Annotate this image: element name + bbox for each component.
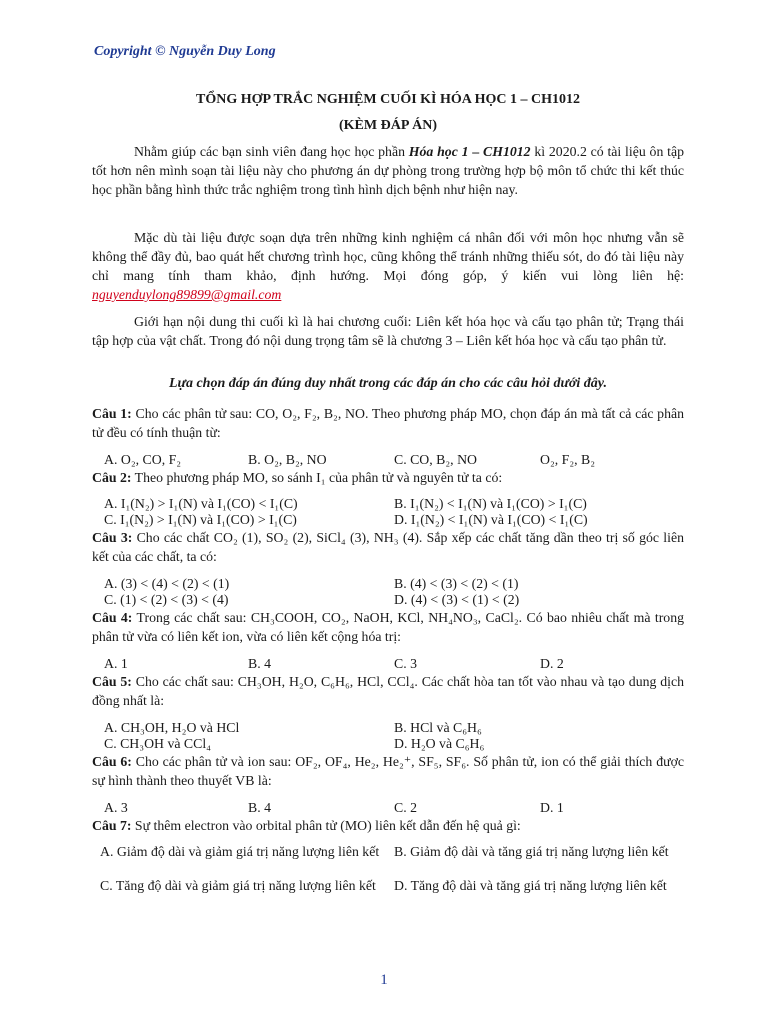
question-7 [92, 816, 684, 835]
option-b[interactable]: B. (4) < (3) < (2) < (1) [394, 576, 519, 591]
intro-paragraph-1 [92, 142, 684, 199]
option-b[interactable]: B. O₂, B₂, NO [248, 452, 327, 467]
question-4 [92, 608, 684, 646]
option-d[interactable]: D. H₂O và C₆H₆ [394, 736, 485, 751]
question-label: Câu 1: [92, 406, 132, 421]
option-c[interactable]: C. CH₃OH và CCl₄ [104, 736, 211, 751]
option-d[interactable]: O₂, F₂, B₂ [540, 452, 596, 467]
option-a[interactable]: A. I₁(N₂) > I₁(N) và I₁(CO) < I₁(C) [104, 496, 298, 511]
option-c[interactable]: C. 3 [394, 656, 417, 671]
option-a[interactable]: A. CH₃OH, H₂O và HCl [104, 720, 240, 735]
document-subtitle: (KÈM ĐÁP ÁN) [339, 118, 437, 133]
question-label: Câu 3: [92, 530, 133, 545]
option-d[interactable]: D. 1 [540, 800, 564, 815]
question-text: Trong các chất sau: CH₃COOH, CO₂, NaOH, KCl, NH₄NO₃, CaCl₂. Có bao nhiêu chất mà trong phân tử vừa có liên kết ion, vừa có liên kết cộng hóa trị: [92, 610, 684, 644]
option-b[interactable]: B. HCl và C₆H₆ [394, 720, 482, 735]
option-c[interactable]: C. Tăng độ dài và giảm giá trị năng lượng liên kết [100, 878, 376, 893]
question-5 [92, 672, 684, 710]
option-b[interactable]: B. I₁(N₂) < I₁(N) và I₁(CO) > I₁(C) [394, 496, 587, 511]
option-d[interactable]: D. I₁(N₂) < I₁(N) và I₁(CO) < I₁(C) [394, 512, 588, 527]
question-text: Theo phương pháp MO, so sánh I₁ của phân tử và nguyên tử ta có: [131, 470, 503, 485]
document-title: TỔNG HỢP TRẮC NGHIỆM CUỐI KÌ HÓA HỌC 1 – CH1012 [196, 92, 580, 107]
question-6 [92, 752, 684, 790]
intro-paragraph-2 [92, 228, 684, 304]
question-label: Câu 7: [92, 818, 132, 833]
intro-p1-start: Nhằm giúp các bạn sinh viên đang học học phần [134, 144, 409, 159]
intro-p1-end: kì 2020.2 có tài liệu ôn tập tốt hơn nên mình soạn tài liệu này cho phương án dự phòng trong trường hợp bộ môn tổ chức thi kết thúc học phần bằng hình thức trắc nghiệm trong tình hình dịch bệnh như hiện nay. [92, 144, 684, 197]
option-c[interactable]: C. 2 [394, 800, 417, 815]
option-d[interactable]: D. (4) < (3) < (1) < (2) [394, 592, 520, 607]
intro-paragraph-3: Giới hạn nội dung thi cuối kì là hai chương cuối: Liên kết hóa học và cấu tạo phân tử; Trạng thái tập hợp của vật chất. Trong đó nội dung trọng tâm sẽ là chương 3 – Liên kết hóa học và cấu tạo phân tử. [92, 314, 684, 348]
question-text: Cho các chất CO₂ (1), SO₂ (2), SiCl₄ (3), NH₃ (4). Sắp xếp các chất tăng dần theo trị số góc liên kết của các chất, ta có: [92, 530, 684, 564]
option-c[interactable]: C. CO, B₂, NO [394, 452, 478, 467]
question-text: Cho các chất sau: CH₃OH, H₂O, C₆H₆, HCl, CCl₄. Các chất hòa tan tốt vào nhau và tạo dung dịch đồng nhất là: [92, 674, 684, 708]
option-a[interactable]: A. 3 [104, 800, 128, 815]
option-a[interactable]: A. O₂, CO, F₂ [104, 452, 182, 467]
question-label: Câu 2: [92, 470, 132, 485]
question-3 [92, 528, 684, 566]
option-b[interactable]: B. 4 [248, 800, 271, 815]
copyright-line: Copyright © Nguyễn Duy Long [94, 44, 276, 59]
option-a[interactable]: A. Giảm độ dài và giảm giá trị năng lượng liên kết [100, 844, 380, 859]
option-a[interactable]: A. (3) < (4) < (2) < (1) [104, 576, 230, 591]
question-label: Câu 6: [92, 754, 132, 769]
contact-email-link[interactable]: nguyenduylong89899@gmail.com [92, 287, 282, 302]
instruction-text: Lựa chọn đáp án đúng duy nhất trong các đáp án cho các câu hỏi dưới đây. [169, 376, 607, 391]
question-label: Câu 4: [92, 610, 133, 625]
option-c[interactable]: C. (1) < (2) < (3) < (4) [104, 592, 229, 607]
option-d[interactable]: D. 2 [540, 656, 564, 671]
question-label: Câu 5: [92, 674, 132, 689]
option-d[interactable]: D. Tăng độ dài và tăng giá trị năng lượng liên kết [394, 878, 667, 893]
question-2 [92, 468, 684, 487]
option-c[interactable]: C. I₁(N₂) > I₁(N) và I₁(CO) > I₁(C) [104, 512, 297, 527]
option-b[interactable]: B. 4 [248, 656, 271, 671]
question-text: Cho các phân tử sau: CO, O₂, F₂, B₂, NO. Theo phương pháp MO, chọn đáp án mà tất cả các phân tử đều có tính thuận từ: [92, 406, 684, 440]
question-1 [92, 404, 684, 442]
question-text: Sự thêm electron vào orbital phân tử (MO) liên kết dẫn đến hệ quả gì: [131, 818, 521, 833]
intro-p2-text: Mặc dù tài liệu được soạn dựa trên những kinh nghiệm cá nhân đối với môn học nhưng vẫn sẽ không thể đầy đủ, bao quát hết chương trình học, cũng không thể tránh những thiếu sót, do đó tài liệu này chỉ mang tính tham khảo, định hướng. Mọi đóng góp, ý kiến vui lòng liên hệ: [92, 230, 684, 283]
question-text: Cho các phân tử và ion sau: OF₂, OF₄, He₂, He₂⁺, SF₅, SF₆. Số phân tử, ion có thể giải thích được sự hình thành theo thuyết VB là: [92, 754, 684, 788]
option-a[interactable]: A. 1 [104, 656, 128, 671]
course-name: Hóa học 1 – CH1012 [408, 144, 531, 159]
page-number: 1 [380, 972, 388, 988]
option-b[interactable]: B. Giảm độ dài và tăng giá trị năng lượng liên kết [394, 844, 669, 859]
